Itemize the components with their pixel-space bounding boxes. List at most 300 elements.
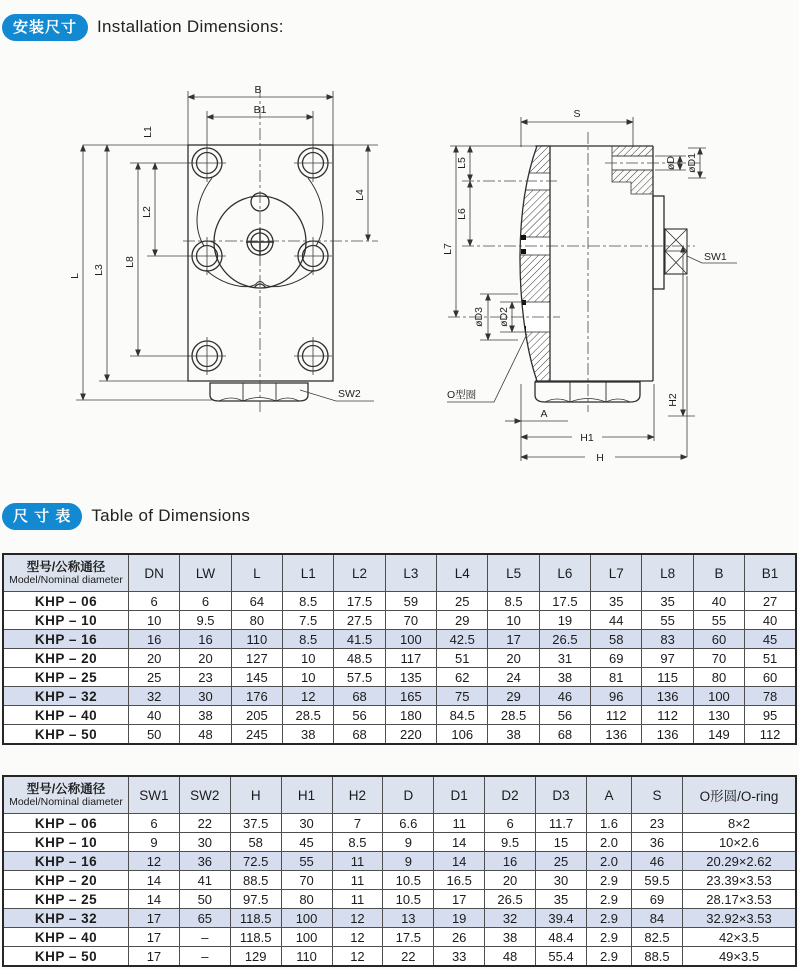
- dim-label-sw2: SW2: [338, 388, 361, 400]
- table-row-khp-16: [3, 852, 796, 871]
- dim-label-sw1: SW1: [704, 251, 727, 263]
- cell-l3: 180: [385, 706, 436, 725]
- section-table-of-dimensions: [2, 501, 799, 531]
- cell-s: 69: [632, 890, 683, 909]
- side-view: [442, 108, 737, 464]
- model-cell: KHP – 25: [3, 890, 129, 909]
- model-cell: KHP – 50: [3, 725, 129, 745]
- cell-dn: 25: [129, 668, 180, 687]
- cell-d3: 11.7: [536, 814, 587, 833]
- installation-drawings: [0, 44, 799, 491]
- model-header-cn: 型号/公称通径: [26, 559, 106, 574]
- cell-l: 176: [231, 687, 282, 706]
- cell-d1: 19: [434, 909, 485, 928]
- cell-l5: 10: [488, 611, 539, 630]
- cell-l4: 75: [437, 687, 488, 706]
- cell-h2: 8.5: [332, 833, 383, 852]
- cell-a: 1.6: [587, 814, 632, 833]
- hex-nut-side: [535, 382, 640, 402]
- cell-d3: 48.4: [536, 928, 587, 947]
- column-header-l1: L1: [283, 554, 334, 592]
- cell-l: 145: [231, 668, 282, 687]
- cell-b1: 51: [745, 649, 796, 668]
- cell-d: 9: [383, 833, 434, 852]
- dim-label-d3: øD3: [473, 307, 485, 327]
- cell-d3: 30: [536, 871, 587, 890]
- cell-d: 22: [383, 947, 434, 967]
- model-cell: KHP – 06: [3, 814, 129, 833]
- table-row-khp-10: [3, 833, 796, 852]
- cell-s: 84: [632, 909, 683, 928]
- cell-l1: 7.5: [283, 611, 334, 630]
- cell-h2: 12: [332, 928, 383, 947]
- cell-h2: 7: [332, 814, 383, 833]
- cell-s: 46: [632, 852, 683, 871]
- cell-o-o-ring: 28.17×3.53: [683, 890, 797, 909]
- column-header-s: S: [632, 776, 683, 814]
- cell-l3: 100: [385, 630, 436, 649]
- cell-b1: 45: [745, 630, 796, 649]
- dim-label-d1: øD1: [686, 153, 698, 173]
- model-cell: KHP – 10: [3, 833, 129, 852]
- cell-h: 72.5: [230, 852, 281, 871]
- cell-l3: 70: [385, 611, 436, 630]
- cell-h2: 12: [332, 947, 383, 967]
- dim-label-s: S: [573, 108, 581, 120]
- cell-l3: 59: [385, 592, 436, 611]
- table-row-khp-10: [3, 611, 796, 630]
- cell-d: 10.5: [383, 871, 434, 890]
- cell-l: 64: [231, 592, 282, 611]
- cell-h1: 55: [281, 852, 332, 871]
- model-cell: KHP – 10: [3, 611, 129, 630]
- cell-lw: 6: [180, 592, 231, 611]
- dim-label-a: A: [540, 408, 548, 420]
- cell-h: 129: [230, 947, 281, 967]
- model-cell: KHP – 20: [3, 649, 129, 668]
- column-header-l: L: [231, 554, 282, 592]
- section-badge-installation: 安装尺寸: [2, 14, 88, 41]
- cell-b: 149: [693, 725, 744, 745]
- column-header-a: A: [587, 776, 632, 814]
- cell-l5: 8.5: [488, 592, 539, 611]
- cell-sw1: 14: [129, 890, 180, 909]
- table-row-khp-50: [3, 725, 796, 745]
- table-row-khp-06: [3, 814, 796, 833]
- cell-l8: 136: [642, 725, 693, 745]
- model-cell: KHP – 32: [3, 687, 129, 706]
- cell-b: 70: [693, 649, 744, 668]
- cell-l5: 20: [488, 649, 539, 668]
- model-cell: KHP – 16: [3, 852, 129, 871]
- cell-d: 6.6: [383, 814, 434, 833]
- cell-h1: 70: [281, 871, 332, 890]
- cell-h: 97.5: [230, 890, 281, 909]
- cell-lw: 38: [180, 706, 231, 725]
- cell-l4: 62: [437, 668, 488, 687]
- table-row-khp-25: [3, 668, 796, 687]
- cell-d3: 39.4: [536, 909, 587, 928]
- cell-l2: 27.5: [334, 611, 385, 630]
- sw1-plug: [665, 229, 687, 274]
- cell-d2: 9.5: [485, 833, 536, 852]
- model-header-cn: 型号/公称通径: [26, 781, 106, 796]
- model-cell: KHP – 20: [3, 871, 129, 890]
- cell-d3: 55.4: [536, 947, 587, 967]
- cell-l: 127: [231, 649, 282, 668]
- cell-d3: 15: [536, 833, 587, 852]
- cell-l8: 136: [642, 687, 693, 706]
- cell-sw2: –: [179, 947, 230, 967]
- cell-d2: 20: [485, 871, 536, 890]
- front-view-outline: [188, 145, 333, 401]
- section-installation-dimensions: [2, 12, 799, 42]
- column-header-l6: L6: [539, 554, 590, 592]
- dim-label-l3: L3: [93, 264, 105, 276]
- column-header-l8: L8: [642, 554, 693, 592]
- cell-b: 80: [693, 668, 744, 687]
- cell-a: 2.9: [587, 909, 632, 928]
- cell-sw2: 22: [179, 814, 230, 833]
- cell-l8: 83: [642, 630, 693, 649]
- column-header-d2: D2: [485, 776, 536, 814]
- cell-a: 2.0: [587, 833, 632, 852]
- sw1-plug-cross: [665, 229, 687, 274]
- cell-d1: 16.5: [434, 871, 485, 890]
- cell-h: 37.5: [230, 814, 281, 833]
- cell-l6: 38: [539, 668, 590, 687]
- cell-l2: 68: [334, 725, 385, 745]
- cell-o-o-ring: 20.29×2.62: [683, 852, 797, 871]
- cell-l1: 10: [283, 668, 334, 687]
- cell-l: 80: [231, 611, 282, 630]
- cell-l3: 135: [385, 668, 436, 687]
- dim-label-d2: øD2: [498, 307, 510, 327]
- cell-sw1: 17: [129, 928, 180, 947]
- top-port-section: [612, 146, 653, 194]
- cell-dn: 32: [129, 687, 180, 706]
- cell-a: 2.9: [587, 871, 632, 890]
- cell-l7: 96: [591, 687, 642, 706]
- cell-lw: 16: [180, 630, 231, 649]
- cell-h1: 100: [281, 909, 332, 928]
- model-cell: KHP – 32: [3, 909, 129, 928]
- cell-b: 55: [693, 611, 744, 630]
- cell-sw1: 17: [129, 947, 180, 967]
- cell-o-o-ring: 49×3.5: [683, 947, 797, 967]
- dim-label-l8: L8: [124, 256, 136, 268]
- table-row-khp-16: [3, 630, 796, 649]
- cell-sw2: 30: [179, 833, 230, 852]
- cell-a: 2.9: [587, 928, 632, 947]
- dimensions-table-2: [2, 775, 797, 967]
- model-cell: KHP – 25: [3, 668, 129, 687]
- cell-l4: 51: [437, 649, 488, 668]
- dim-label-l7: L7: [442, 243, 454, 255]
- cell-d: 10.5: [383, 890, 434, 909]
- cell-sw1: 17: [129, 909, 180, 928]
- cell-h2: 12: [332, 909, 383, 928]
- cell-l5: 28.5: [488, 706, 539, 725]
- model-header-en: Model/Nominal diameter: [9, 795, 123, 808]
- cell-l2: 57.5: [334, 668, 385, 687]
- dim-label-d: øD: [665, 156, 677, 170]
- cell-d1: 14: [434, 833, 485, 852]
- cell-sw2: 36: [179, 852, 230, 871]
- cell-d1: 17: [434, 890, 485, 909]
- column-header-l2: L2: [334, 554, 385, 592]
- cell-l7: 112: [591, 706, 642, 725]
- cell-d3: 25: [536, 852, 587, 871]
- side-tab: [653, 196, 664, 289]
- cell-h: 118.5: [230, 909, 281, 928]
- cell-l: 110: [231, 630, 282, 649]
- cell-s: 88.5: [632, 947, 683, 967]
- cell-lw: 20: [180, 649, 231, 668]
- cell-dn: 50: [129, 725, 180, 745]
- cell-dn: 6: [129, 592, 180, 611]
- side-view-centerlines: [448, 132, 700, 412]
- column-header-lw: LW: [180, 554, 231, 592]
- header-row: [3, 776, 796, 814]
- cell-l1: 38: [283, 725, 334, 745]
- column-header-o-o-ring: O形圆/O-ring: [683, 776, 797, 814]
- cell-l2: 56: [334, 706, 385, 725]
- cell-h2: 11: [332, 852, 383, 871]
- column-header-d3: D3: [536, 776, 587, 814]
- cell-o-o-ring: 10×2.6: [683, 833, 797, 852]
- cell-b1: 40: [745, 611, 796, 630]
- cell-d2: 32: [485, 909, 536, 928]
- cell-l7: 69: [591, 649, 642, 668]
- cell-l: 205: [231, 706, 282, 725]
- cell-a: 2.9: [587, 890, 632, 909]
- cell-l5: 24: [488, 668, 539, 687]
- cell-s: 36: [632, 833, 683, 852]
- cell-l3: 220: [385, 725, 436, 745]
- section-title-table: Table of Dimensions: [91, 506, 251, 525]
- dim-label-l2: L2: [141, 206, 153, 218]
- cell-o-o-ring: 42×3.5: [683, 928, 797, 947]
- model-cell: KHP – 40: [3, 928, 129, 947]
- cell-l8: 97: [642, 649, 693, 668]
- column-header-h: H: [230, 776, 281, 814]
- cell-o-o-ring: 8×2: [683, 814, 797, 833]
- cell-s: 82.5: [632, 928, 683, 947]
- cell-b1: 95: [745, 706, 796, 725]
- model-column-header: [3, 554, 129, 592]
- table-row-khp-40: [3, 706, 796, 725]
- dim-label-b1: B1: [253, 104, 267, 116]
- cell-b: 60: [693, 630, 744, 649]
- cell-lw: 23: [180, 668, 231, 687]
- column-header-dn: DN: [129, 554, 180, 592]
- dim-label-l1: L1: [142, 126, 154, 138]
- cell-l6: 26.5: [539, 630, 590, 649]
- dim-label-b: B: [254, 84, 262, 96]
- cell-l2: 17.5: [334, 592, 385, 611]
- table-row-khp-50: [3, 947, 796, 967]
- cell-l7: 58: [591, 630, 642, 649]
- cell-d2: 38: [485, 928, 536, 947]
- cell-h: 118.5: [230, 928, 281, 947]
- front-view: [69, 84, 378, 412]
- cell-l6: 68: [539, 725, 590, 745]
- cell-h1: 100: [281, 928, 332, 947]
- column-header-d: D: [383, 776, 434, 814]
- cell-lw: 9.5: [180, 611, 231, 630]
- cell-l5: 29: [488, 687, 539, 706]
- cell-d2: 6: [485, 814, 536, 833]
- cell-l1: 28.5: [283, 706, 334, 725]
- cell-h2: 11: [332, 871, 383, 890]
- cell-l1: 12: [283, 687, 334, 706]
- front-view-centerlines: [183, 86, 378, 412]
- dim-label-h2: H2: [667, 393, 679, 407]
- cell-l6: 17.5: [539, 592, 590, 611]
- cell-a: 2.0: [587, 852, 632, 871]
- cell-l7: 81: [591, 668, 642, 687]
- section-badge-table: 尺 寸 表: [2, 503, 82, 530]
- cell-sw2: 65: [179, 909, 230, 928]
- cell-h1: 110: [281, 947, 332, 967]
- cell-l8: 115: [642, 668, 693, 687]
- cell-l6: 19: [539, 611, 590, 630]
- cell-h: 58: [230, 833, 281, 852]
- cell-s: 23: [632, 814, 683, 833]
- dim-label-l4: L4: [354, 189, 366, 201]
- cell-d: 17.5: [383, 928, 434, 947]
- cell-l8: 35: [642, 592, 693, 611]
- dim-label-l5: L5: [456, 157, 468, 169]
- table-row-khp-40: [3, 928, 796, 947]
- dim-label-h1: H1: [580, 432, 594, 444]
- cell-l5: 38: [488, 725, 539, 745]
- column-header-l4: L4: [437, 554, 488, 592]
- column-header-b1: B1: [745, 554, 796, 592]
- cell-h1: 30: [281, 814, 332, 833]
- cell-d1: 14: [434, 852, 485, 871]
- side-view-labels: [442, 108, 727, 464]
- cell-sw2: 50: [179, 890, 230, 909]
- cell-h: 88.5: [230, 871, 281, 890]
- cell-dn: 20: [129, 649, 180, 668]
- column-header-sw1: SW1: [129, 776, 180, 814]
- model-cell: KHP – 50: [3, 947, 129, 967]
- cell-b: 100: [693, 687, 744, 706]
- cell-l6: 46: [539, 687, 590, 706]
- table-row-khp-32: [3, 909, 796, 928]
- cell-l7: 44: [591, 611, 642, 630]
- cell-sw1: 6: [129, 814, 180, 833]
- header-row: [3, 554, 796, 592]
- cell-d1: 33: [434, 947, 485, 967]
- table-row-khp-25: [3, 890, 796, 909]
- cell-sw2: 41: [179, 871, 230, 890]
- section-title-installation: Installation Dimensions:: [97, 17, 284, 36]
- table-row-khp-06: [3, 592, 796, 611]
- cell-b1: 60: [745, 668, 796, 687]
- cell-h2: 11: [332, 890, 383, 909]
- column-header-l3: L3: [385, 554, 436, 592]
- column-header-d1: D1: [434, 776, 485, 814]
- cell-d1: 11: [434, 814, 485, 833]
- cell-l1: 8.5: [283, 592, 334, 611]
- cell-o-o-ring: 32.92×3.53: [683, 909, 797, 928]
- cell-o-o-ring: 23.39×3.53: [683, 871, 797, 890]
- cell-l1: 8.5: [283, 630, 334, 649]
- cell-sw1: 9: [129, 833, 180, 852]
- cell-l2: 68: [334, 687, 385, 706]
- model-column-header: [3, 776, 129, 814]
- cell-l3: 117: [385, 649, 436, 668]
- dim-label-l: L: [69, 273, 81, 279]
- column-header-l7: L7: [591, 554, 642, 592]
- cell-lw: 30: [180, 687, 231, 706]
- cell-dn: 10: [129, 611, 180, 630]
- cell-l6: 31: [539, 649, 590, 668]
- model-cell: KHP – 16: [3, 630, 129, 649]
- cell-b1: 78: [745, 687, 796, 706]
- table-row-khp-20: [3, 871, 796, 890]
- cell-d: 13: [383, 909, 434, 928]
- dim-label-o-ring: O型圈: [447, 389, 477, 401]
- cell-l2: 48.5: [334, 649, 385, 668]
- cell-l8: 55: [642, 611, 693, 630]
- cell-a: 2.9: [587, 947, 632, 967]
- cell-l1: 10: [283, 649, 334, 668]
- cell-l6: 56: [539, 706, 590, 725]
- cell-l2: 41.5: [334, 630, 385, 649]
- model-cell: KHP – 40: [3, 706, 129, 725]
- cell-d2: 26.5: [485, 890, 536, 909]
- cell-l7: 136: [591, 725, 642, 745]
- column-header-h2: H2: [332, 776, 383, 814]
- cell-dn: 16: [129, 630, 180, 649]
- cell-b: 40: [693, 592, 744, 611]
- dim-label-l6: L6: [456, 208, 468, 220]
- table-row-khp-32: [3, 687, 796, 706]
- cell-l5: 17: [488, 630, 539, 649]
- cell-l4: 106: [437, 725, 488, 745]
- model-header-en: Model/Nominal diameter: [9, 573, 123, 586]
- cell-sw1: 14: [129, 871, 180, 890]
- cell-d2: 16: [485, 852, 536, 871]
- cell-l4: 42.5: [437, 630, 488, 649]
- column-header-b: B: [693, 554, 744, 592]
- cell-l: 245: [231, 725, 282, 745]
- cell-dn: 40: [129, 706, 180, 725]
- cell-l4: 84.5: [437, 706, 488, 725]
- dim-label-h: H: [596, 452, 604, 464]
- cell-lw: 48: [180, 725, 231, 745]
- cell-h1: 80: [281, 890, 332, 909]
- model-cell: KHP – 06: [3, 592, 129, 611]
- cell-d3: 35: [536, 890, 587, 909]
- table-row-khp-20: [3, 649, 796, 668]
- cell-s: 59.5: [632, 871, 683, 890]
- cell-l8: 112: [642, 706, 693, 725]
- cell-b1: 27: [745, 592, 796, 611]
- cell-b: 130: [693, 706, 744, 725]
- cell-h1: 45: [281, 833, 332, 852]
- cell-d: 9: [383, 852, 434, 871]
- cell-l4: 25: [437, 592, 488, 611]
- cell-b1: 112: [745, 725, 796, 745]
- cell-l3: 165: [385, 687, 436, 706]
- column-header-h1: H1: [281, 776, 332, 814]
- cell-d1: 26: [434, 928, 485, 947]
